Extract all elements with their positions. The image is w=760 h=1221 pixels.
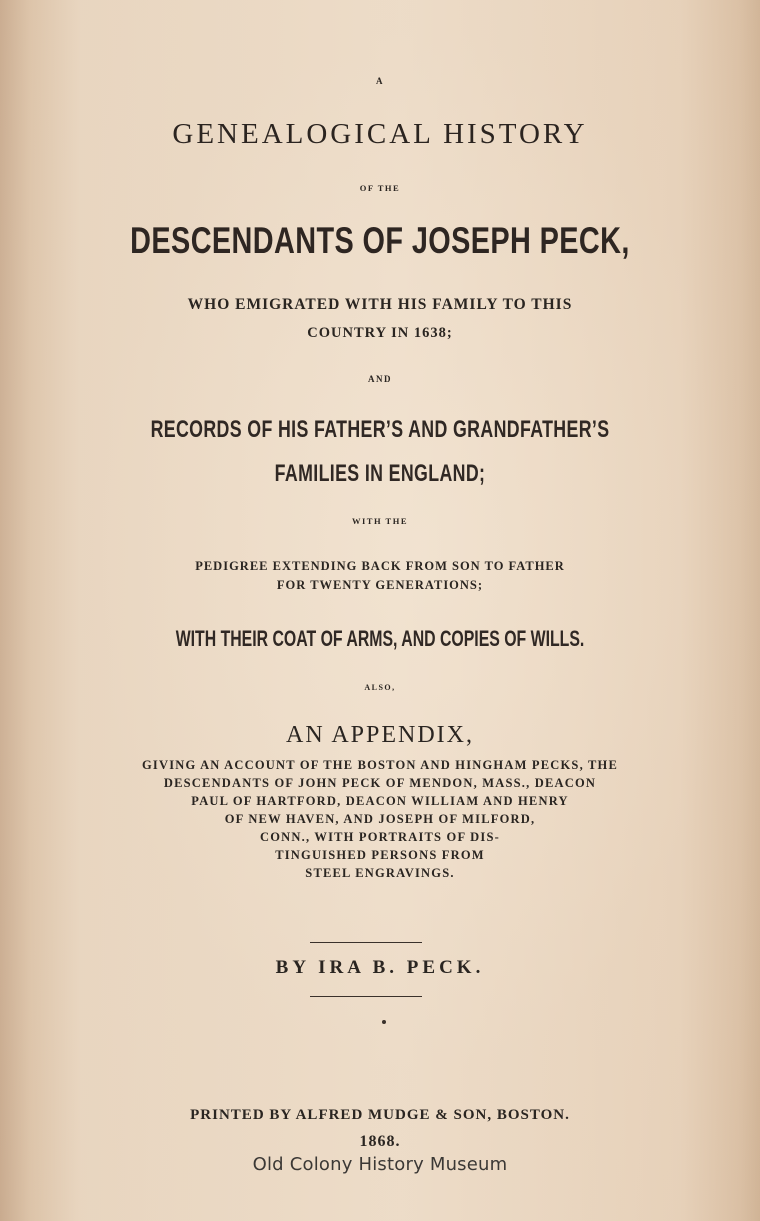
- pedigree-line-2: FOR TWENTY GENERATIONS;: [276, 578, 484, 592]
- rule-below-author: [310, 996, 422, 997]
- publication-year: 1868.: [359, 1133, 401, 1150]
- appendix-line-4: OF NEW HAVEN, AND JOSEPH OF MILFORD,: [224, 812, 536, 826]
- coat-of-arms-line: WITH THEIR COAT OF ARMS, AND COPIES OF WILLS.: [175, 626, 585, 651]
- appendix-line-1: GIVING AN ACCOUNT OF THE BOSTON AND HINGHAM PECKS, THE: [142, 758, 618, 772]
- printer-line: PRINTED BY ALFRED MUDGE & SON, BOSTON.: [190, 1107, 570, 1123]
- rule-above-author: [310, 942, 422, 943]
- appendix-line-7: STEEL ENGRAVINGS.: [305, 866, 455, 880]
- article-a: A: [376, 76, 384, 86]
- subtitle-line-2: COUNTRY IN 1638;: [307, 325, 453, 341]
- appendix-line-3: PAUL OF HARTFORD, DEACON WILLIAM AND HENRY: [191, 794, 569, 808]
- also-label: ALSO,: [364, 683, 396, 692]
- appendix-line-6: TINGUISHED PERSONS FROM: [275, 848, 485, 862]
- author-line: BY IRA B. PECK.: [275, 957, 485, 978]
- appendix-line-5: CONN., WITH PORTRAITS OF DIS-: [260, 830, 500, 844]
- title-line-genealogical-history: GENEALOGICAL HISTORY: [172, 118, 588, 150]
- records-line-1: RECORDS OF HIS FATHER’S AND GRANDFATHER’S: [150, 416, 610, 443]
- records-line-2: FAMILIES IN ENGLAND;: [274, 460, 486, 487]
- ornament-dot: [382, 1020, 386, 1024]
- of-the-label: OF THE: [359, 183, 401, 193]
- title-line-descendants: DESCENDANTS OF JOSEPH PECK,: [130, 220, 630, 261]
- appendix-line-2: DESCENDANTS OF JOHN PECK OF MENDON, MASS., DEACON: [163, 776, 597, 790]
- pedigree-line-1: PEDIGREE EXTENDING BACK FROM SON TO FATHER: [195, 559, 565, 573]
- with-the-label: WITH THE: [351, 516, 408, 526]
- and-label: AND: [368, 374, 392, 384]
- appendix-heading: AN APPENDIX,: [285, 722, 474, 748]
- museum-watermark: Old Colony History Museum: [252, 1154, 508, 1175]
- subtitle-line-1: WHO EMIGRATED WITH HIS FAMILY TO THIS: [187, 296, 573, 313]
